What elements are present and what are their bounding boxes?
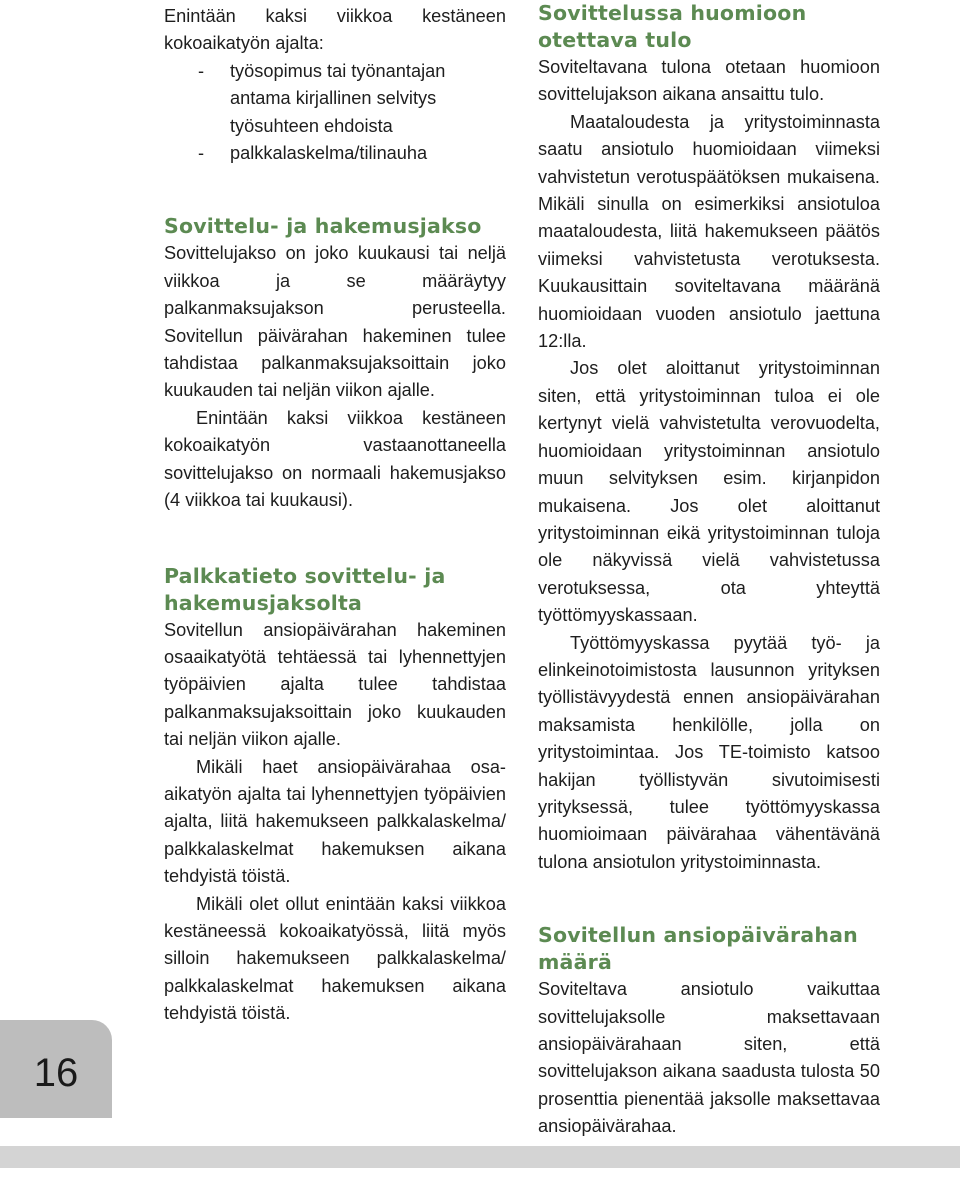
paragraph: Mikäli haet ansiopäivärahaa osa-aikatyön ajalta tai lyhennettyjen työpäivien ajalta, liitä hakemukseen palkkalaskelma/ palkkalaskelmat hakemuksen aikana tehdyistä töistä. xyxy=(164,756,506,887)
section-heading: Sovittelussa huomioon otettava tulo xyxy=(538,1,807,52)
section-heading: Sovittelu- ja hakemusjakso xyxy=(164,214,482,239)
page-number: 16 xyxy=(0,1020,112,1118)
left-column xyxy=(164,0,506,1028)
footer-bar xyxy=(0,1146,960,1168)
paragraph: Soviteltavana tulona otetaan huomioon sovittelujakson aikana ansaittu tulo. xyxy=(538,57,880,105)
paragraph: Työttömyyskassa pyytää työ- ja elinkeinotoimistosta lausunnon yrityksen työllistävyydestä ennen ansiopäivärahan maksamista henkilölle, jolla on yritystoimintaa. Jos TE-toimisto katsoo hakijan työllistyvän sivutoimisesti yrityksessä, tulee työttömyyskassa huomioimaan päivärahaa vähentävänä tulona ansiotulon yritystoiminnasta. xyxy=(538,632,880,872)
paragraph: Sovitellun ansiopäivärahan hakeminen osaaikatyötä tehtäessä tai lyhennettyjen työpäivien ajalta tulee tahdistaa palkanmaksujaksoittain joko kuukauden tai neljän viikon ajalle. xyxy=(164,619,506,750)
right-column xyxy=(538,0,880,1141)
intro-text: Enintään kaksi viikkoa kestäneen kokoaikatyön ajalta: xyxy=(164,6,506,54)
paragraph: Maataloudesta ja yritystoiminnasta saatu ansiotulo huomioidaan viimeksi vahvistetun verotuspäätöksen mukaisena. Mikäli sinulla on esimerkiksi ansiotuloa maataloudesta, liitä hakemukseen päätös viimeksi vahvistetusta verotuksesta. Kuukausittain soviteltavana määränä huomioidaan vuoden ansiotulo jaettuna 12:lla. xyxy=(538,111,880,352)
dash-bullet: - xyxy=(198,60,205,81)
list-item: - palkkalaskelma/tilinauha xyxy=(164,140,506,167)
dash-bullet: - xyxy=(198,143,205,164)
paragraph: Jos olet aloittanut yritystoiminnan siten, että yritystoiminnan tuloa ei ole kertynyt vielä vahvistetulta verovuodelta, huomioidaan yritystoiminnan ansiotulo muun selvityksen esim. kirjanpidon mukaisena. Jos olet aloittanut yritystoiminnan eikä yritystoiminnan tuloja ole näkyvissä vielä vahvistetussa verotuksessa, ota yhteyttä työttömyyskassaan. xyxy=(538,358,880,626)
paragraph: Soviteltava ansiotulo vaikuttaa sovittelujaksolle maksettavaan ansiopäivärahaan siten, että sovittelujakson aikana saadusta tulosta 50 prosenttia pienentää jaksolle maksettavaa ansiopäivärahaa. xyxy=(538,979,880,1137)
list-item: - työsopimus tai työnantajan antama kirjallinen selvitys työsuhteen ehdoista xyxy=(164,58,506,140)
section-heading: Sovitellun ansiopäivärahan määrä xyxy=(538,923,858,975)
required-documents-list xyxy=(164,58,506,168)
paragraph: Mikäli olet ollut enintään kaksi viikkoa kestäneessä kokoaikatyössä, liitä myös silloin hakemukseen palkkalaskelma/ palkkalaskelmat hakemuksen aikana tehdyistä töistä. xyxy=(164,893,506,1024)
section-heading: Palkkatieto sovittelu- ja hakemusjaksolta xyxy=(164,563,446,615)
paragraph: Sovittelujakso on joko kuukausi tai neljä viikkoa ja se määräytyy palkanmaksujakson perusteella. Sovitellun päivärahan hakeminen tulee tahdistaa palkanmaksujaksoittain joko kuukauden tai neljän viikon ajalle. xyxy=(164,243,506,401)
paragraph: Enintään kaksi viikkoa kestäneen kokoaikatyön vastaanottaneella sovittelujakso on normaali hakemusjakso (4 viikkoa tai kuukausi). xyxy=(164,407,506,511)
